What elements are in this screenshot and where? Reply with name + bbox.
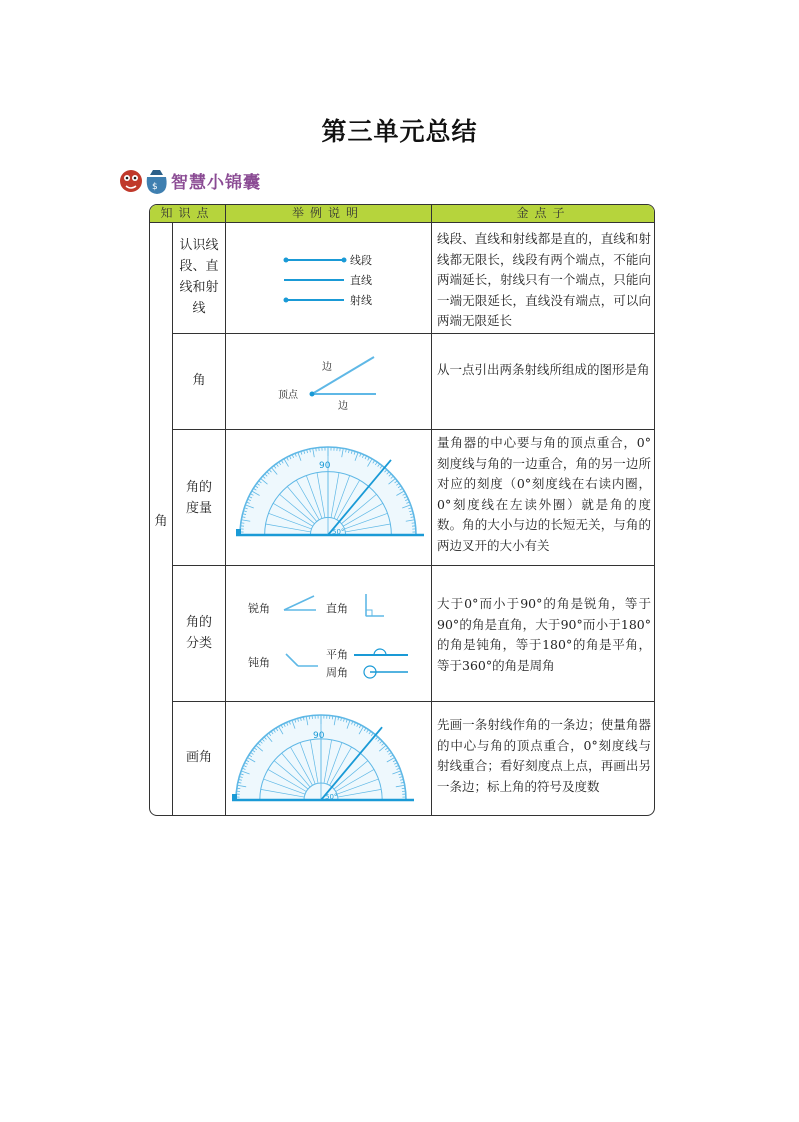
tip-classify: 大于0°而小于90°的角是锐角，等于90°的角是直角，大于90°而小于180°的角是钝角，等于180°的角是平角，等于360°的角是周角 [437, 596, 651, 673]
label-full: 周角 [326, 666, 348, 679]
topic-angle: 角 [192, 373, 206, 388]
tip-angle: 从一点引出两条射线所组成的图形是角 [437, 362, 650, 377]
angle-example [226, 334, 431, 429]
category-label: 角 [154, 514, 168, 529]
protractor-measure [226, 430, 431, 565]
angle-50-label: 50° [332, 528, 345, 536]
tip-draw: 先画一条射线作角的一条边；使量角器的中心与角的顶点重合，0°刻度线与射线重合；看好刻度点上点，再画出另一条边；标上角的符号及度数 [437, 717, 651, 794]
protractor-draw [226, 702, 431, 816]
header-knowledge: 知识点 [160, 206, 215, 220]
money-bag-icon [147, 170, 167, 194]
topic-measure: 角的度量 [185, 480, 212, 516]
lines-example [226, 224, 431, 333]
label-segment: 线段 [350, 254, 372, 267]
protractor-90-label: 90 [319, 461, 331, 471]
label-acute: 锐角 [248, 602, 270, 615]
label-obtuse: 钝角 [248, 656, 270, 669]
tip-lines: 线段、直线和射线都是直的，直线和射线都无限长，线段有两个端点，不能向两端延长，射线只有一个端点，只能向一端无限延长，直线没有端点，可以向两端无限延长 [437, 231, 651, 328]
summary-table [149, 204, 655, 816]
classification-example [226, 566, 431, 701]
section-label: 智慧小锦囊 [171, 173, 261, 193]
label-side-1: 边 [322, 362, 332, 373]
mascot-icon [120, 170, 142, 192]
svg-text:$: $ [152, 182, 158, 192]
angle-50-label-2: 50° [325, 793, 338, 801]
header-example: 举例说明 [291, 206, 364, 220]
page-title: 第三单元总结 [321, 117, 478, 146]
label-ray: 射线 [350, 294, 372, 307]
topic-lines: 认识线段、直线和射线 [179, 238, 219, 316]
header-tips: 金点子 [516, 206, 571, 220]
protractor-90-label-2: 90 [313, 731, 325, 741]
topic-classify: 角的分类 [185, 615, 212, 651]
label-right: 直角 [326, 602, 348, 615]
label-straight: 平角 [326, 648, 348, 661]
label-side-2: 边 [338, 401, 348, 412]
topic-draw: 画角 [185, 750, 212, 765]
label-line: 直线 [350, 274, 372, 287]
label-vertex: 顶点 [278, 390, 298, 401]
tip-measure: 量角器的中心要与角的顶点重合，0°刻度线与角的一边重合，角的另一边所对应的刻度（0°刻度线在右读内圈，0°刻度线在左读外圈）就是角的度数。角的大小与边的长短无关，与角的两边叉开的大小有关 [437, 435, 651, 553]
